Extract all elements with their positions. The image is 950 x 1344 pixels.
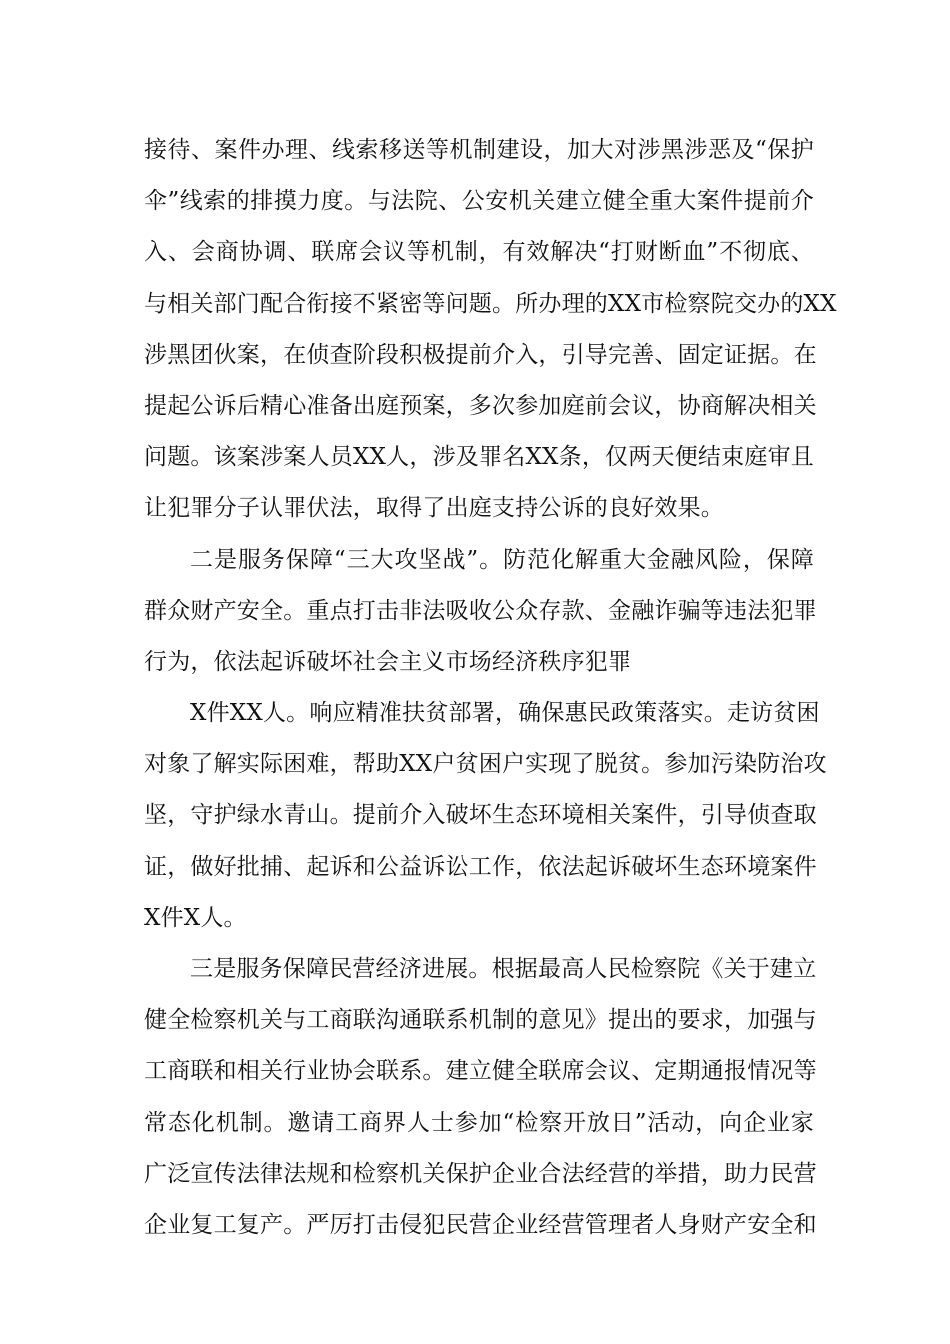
body-text <box>144 125 837 1251</box>
text-line: 入、会商协调、联席会议等机制，有效解决“打财断血”不彻底、 <box>144 239 814 266</box>
text-line: 对象了解实际困难，帮助XX户贫困户实现了脱贫。参加污染防治攻 <box>144 751 827 778</box>
text-line: 企业复工复产。严厉打击侵犯民营企业经营管理者人身财产安全和 <box>144 1211 817 1238</box>
text-line: 坚，守护绿水青山。提前介入破坏生态环境相关案件，引导侦查取 <box>144 802 817 829</box>
text-line: 常态化机制。邀请工商界人士参加“检察开放日”活动，向企业家 <box>144 1109 814 1136</box>
text-line: 伞”线索的排摸力度。与法院、公安机关建立健全重大案件提前介 <box>144 188 814 215</box>
paragraph-start-line: X件XX人。响应精准扶贫部署，确保惠民政策落实。走访贫困 <box>190 700 820 727</box>
text-line: 健全检察机关与工商联沟通联系机制的意见》提出的要求，加强与 <box>144 1007 817 1034</box>
text-line: 提起公诉后精心准备出庭预案，多次参加庭前会议，协商解决相关 <box>144 392 817 419</box>
text-line: 涉黑团伙案，在侦查阶段积极提前介入，引导完善、固定证据。在 <box>144 341 817 368</box>
paragraph-start-line: 三是服务保障民营经济进展。根据最高人民检察院《关于建立 <box>190 956 817 982</box>
text-line: 问题。该案涉案人员XX人，涉及罪名XX条，仅两天便结束庭审且 <box>144 444 814 471</box>
text-line: 广泛宣传法律法规和检察机关保护企业合法经营的举措，助力民营 <box>144 1160 817 1187</box>
text-line: 与相关部门配合衔接不紧密等问题。所办理的XX市检察院交办的XX <box>144 290 837 317</box>
paragraph-end-line: 让犯罪分子认罪伏法，取得了出庭支持公诉的良好效果。 <box>144 495 724 522</box>
text-line: 群众财产安全。重点打击非法吸收公众存款、金融诈骗等违法犯罪 <box>144 597 817 624</box>
text-line: 证，做好批捕、起诉和公益诉讼工作，依法起诉破坏生态环境案件 <box>144 853 817 880</box>
paragraph-start-line: 二是服务保障“三大攻坚战”。防范化解重大金融风险，保障 <box>190 546 814 573</box>
text-line: 工商联和相关行业协会联系。建立健全联席会议、定期通报情况等 <box>144 1058 817 1085</box>
paragraph-end-line: X件X人。 <box>144 904 247 931</box>
paragraph-end-line: 行为，依法起诉破坏社会主义市场经济秩序犯罪 <box>144 648 632 675</box>
text-line: 接待、案件办理、线索移送等机制建设，加大对涉黑涉恶及“保护 <box>144 137 814 163</box>
